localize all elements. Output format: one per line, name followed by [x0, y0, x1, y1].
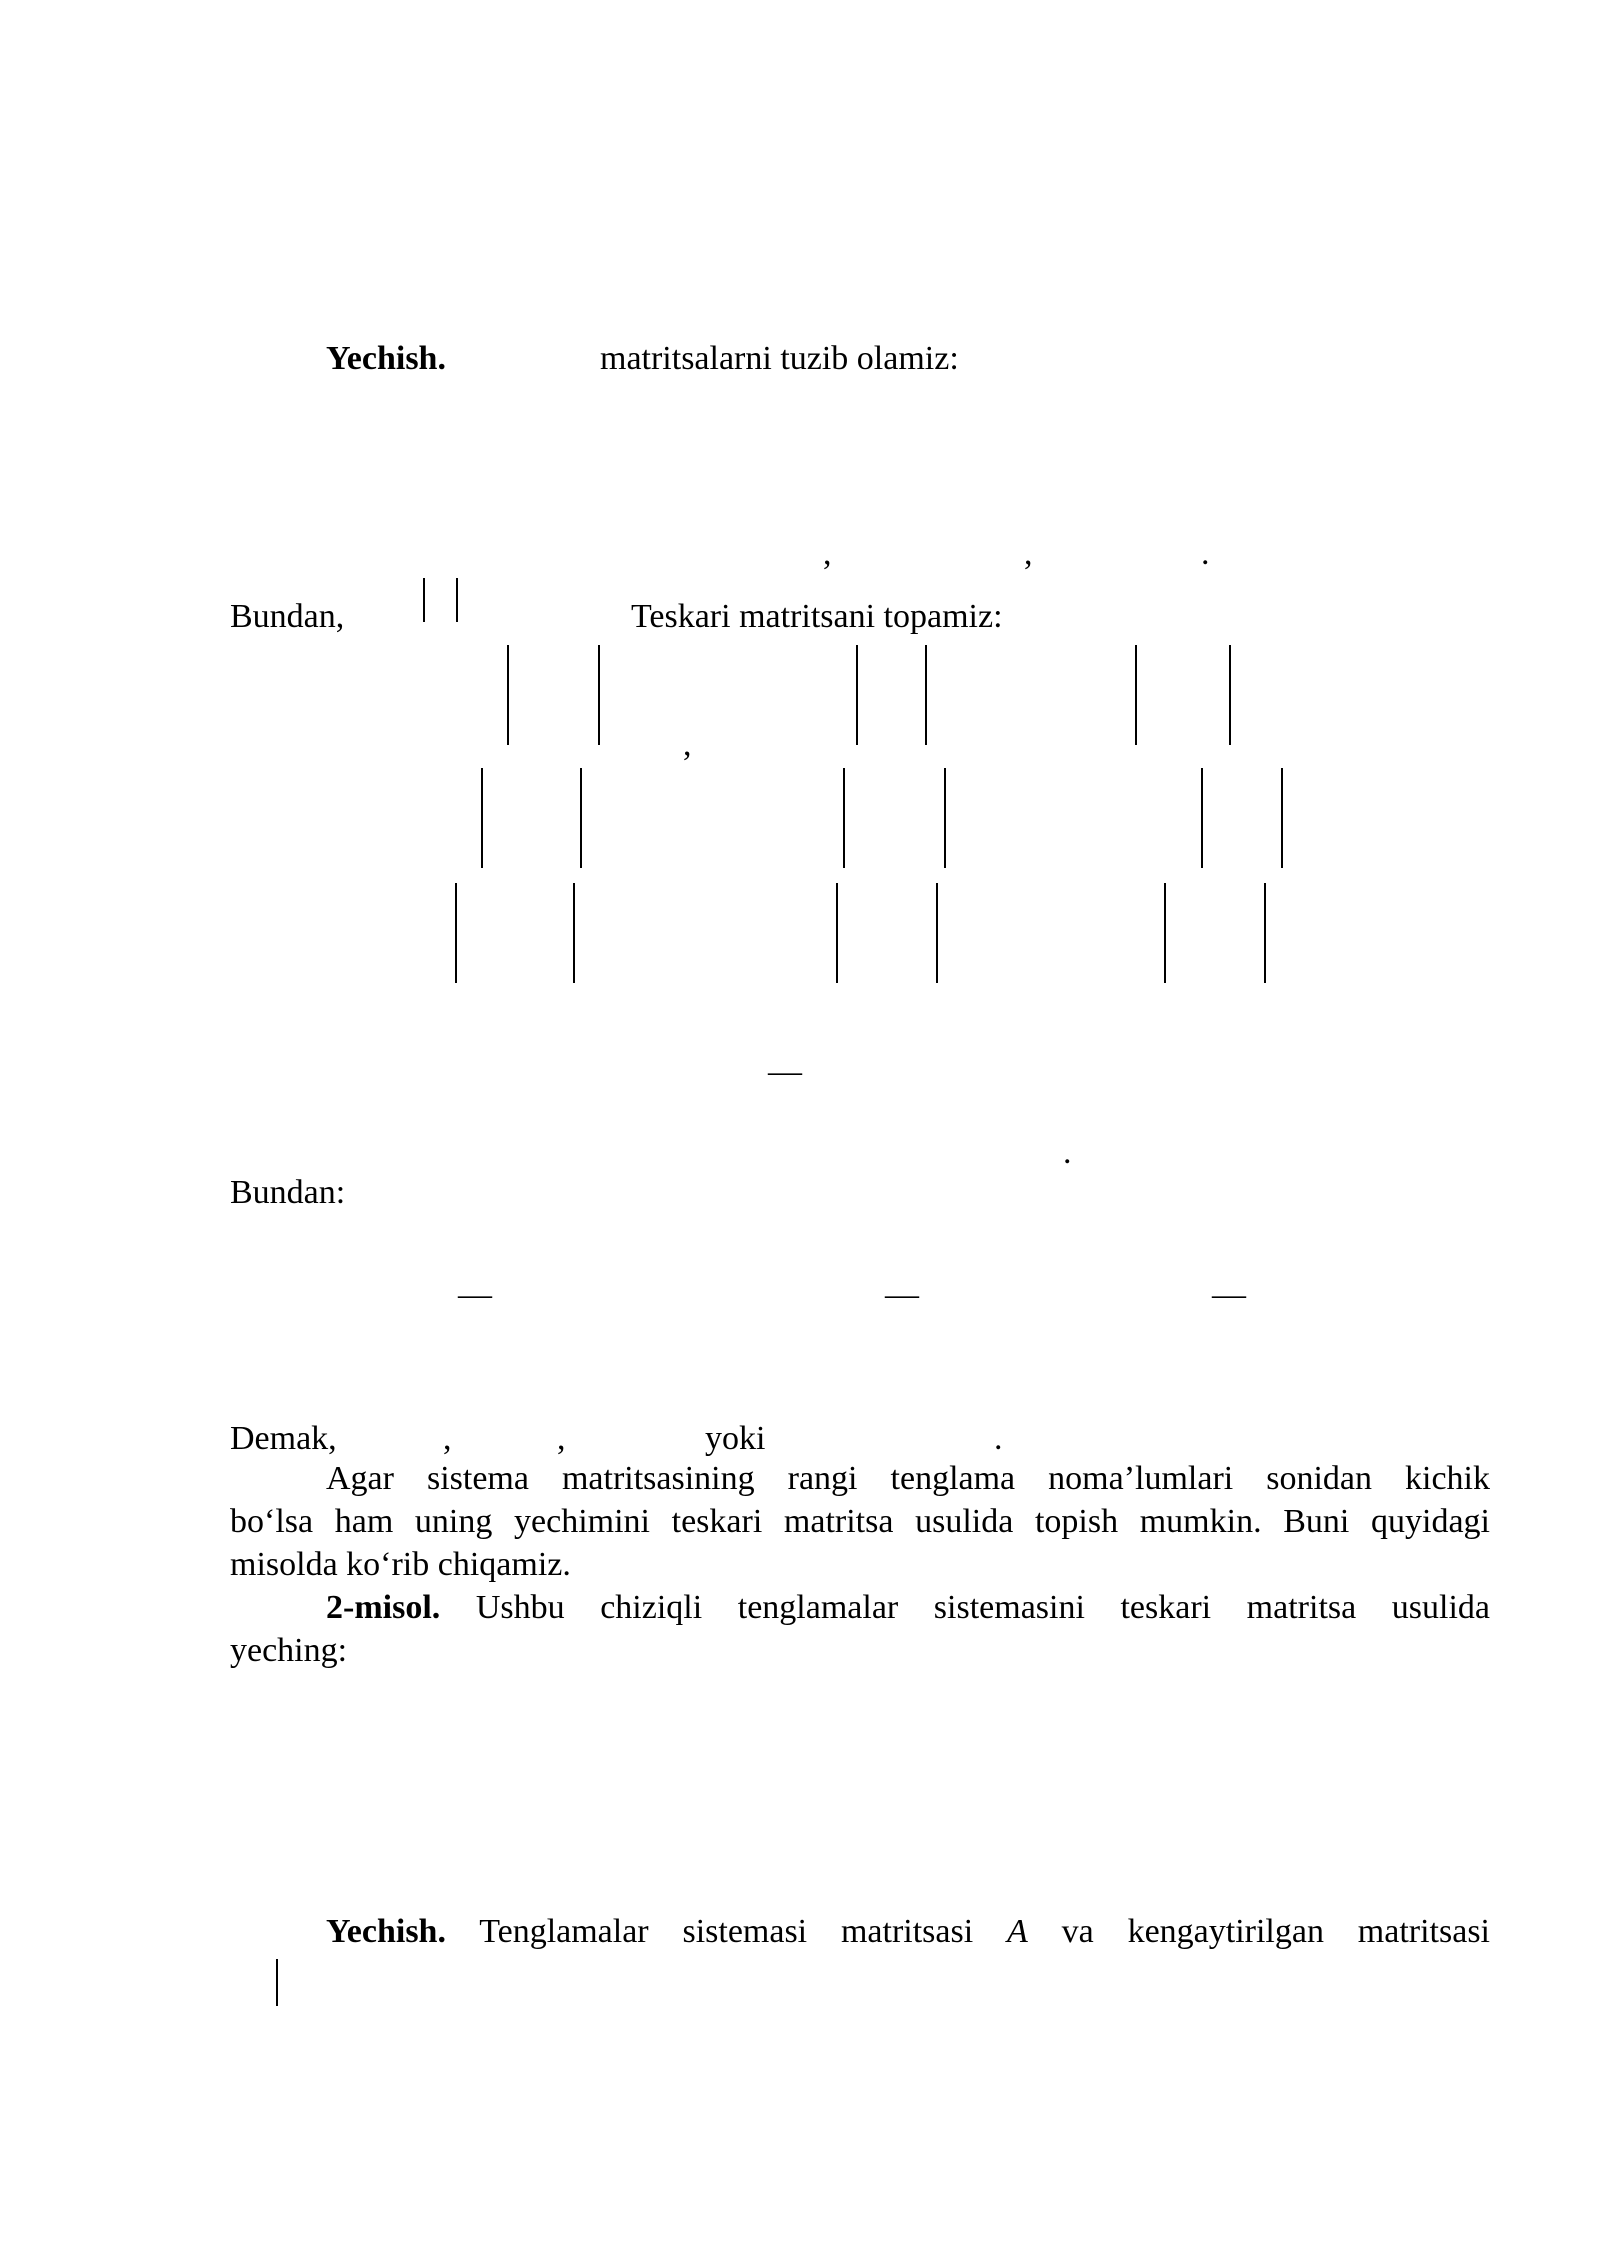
fraction-bar: —	[768, 1053, 802, 1090]
paragraph-line: Agar sistema matritsasining rangi tenglama noma’lumlari sonidan kichik	[326, 1460, 1490, 1497]
fraction-bar: —	[458, 1276, 492, 1313]
minor-bar	[455, 883, 457, 983]
solution-2	[230, 1910, 1490, 1953]
example-2	[230, 1586, 1490, 1672]
matrices-intro-text: matritsalarni tuzib olamiz:	[600, 340, 959, 377]
minor-bar	[944, 768, 946, 868]
solution-2-text: Tenglamalar sistemasi matritsasi	[479, 1913, 974, 1950]
minor-bar	[1264, 883, 1266, 983]
minor-bar	[1229, 645, 1231, 745]
bundan-label-2: Bundan:	[230, 1174, 346, 1211]
paragraph-rank	[230, 1457, 1490, 1586]
fraction-bar: —	[1212, 1276, 1246, 1313]
solution-2-line	[230, 1910, 1490, 1953]
minor-bar	[843, 768, 845, 868]
demak-label: Demak,	[230, 1420, 337, 1457]
minor-bar	[1281, 768, 1283, 868]
example-2-line-2: yeching:	[230, 1632, 348, 1669]
minor-bar	[507, 645, 509, 745]
solution-label: Yechish.	[326, 340, 446, 377]
fraction-bar: —	[885, 1276, 919, 1313]
determinant-bar-right	[456, 578, 458, 622]
minor-bar	[856, 645, 858, 745]
yoki-text: yoki	[705, 1420, 766, 1457]
period-3: .	[994, 1420, 1003, 1457]
minor-bar	[1201, 768, 1203, 868]
determinant-bar-left	[423, 578, 425, 622]
minor-bar	[598, 645, 600, 745]
comma-2: ,	[1024, 535, 1033, 572]
example-2-text: Ushbu chiziqli tenglamalar sistemasini teskari matritsa usulida	[475, 1589, 1490, 1626]
period-1: .	[1201, 535, 1210, 572]
comma-1: ,	[823, 535, 832, 572]
minor-bar	[573, 883, 575, 983]
example-2-line	[230, 1586, 1490, 1629]
example-2-label: 2-misol.	[326, 1589, 441, 1626]
minor-bar	[580, 768, 582, 868]
solution-2-text-after: va kengaytirilgan matritsasi	[1061, 1913, 1490, 1950]
minor-bar	[1135, 645, 1137, 745]
comma-3: ,	[683, 726, 692, 763]
minor-bar	[936, 883, 938, 983]
solution-2-label: Yechish.	[326, 1913, 446, 1950]
comma-4: ,	[443, 1420, 452, 1457]
minor-bar	[836, 883, 838, 983]
minor-bar	[1164, 883, 1166, 983]
paragraph-line: misolda ko‘rib chiqamiz.	[230, 1546, 571, 1583]
minor-bar	[481, 768, 483, 868]
bundan-label: Bundan,	[230, 598, 345, 635]
matrix-bar	[276, 1959, 278, 2006]
paragraph-line: bo‘lsa ham uning yechimini teskari matritsa usulida topish mumkin. Buni quyidagi	[230, 1503, 1490, 1540]
minor-bar	[925, 645, 927, 745]
period-2: .	[1063, 1134, 1072, 1171]
matrix-var-a: A	[1007, 1913, 1028, 1950]
comma-5: ,	[557, 1420, 566, 1457]
inverse-matrix-text: Teskari matritsani topamiz:	[631, 598, 1003, 635]
